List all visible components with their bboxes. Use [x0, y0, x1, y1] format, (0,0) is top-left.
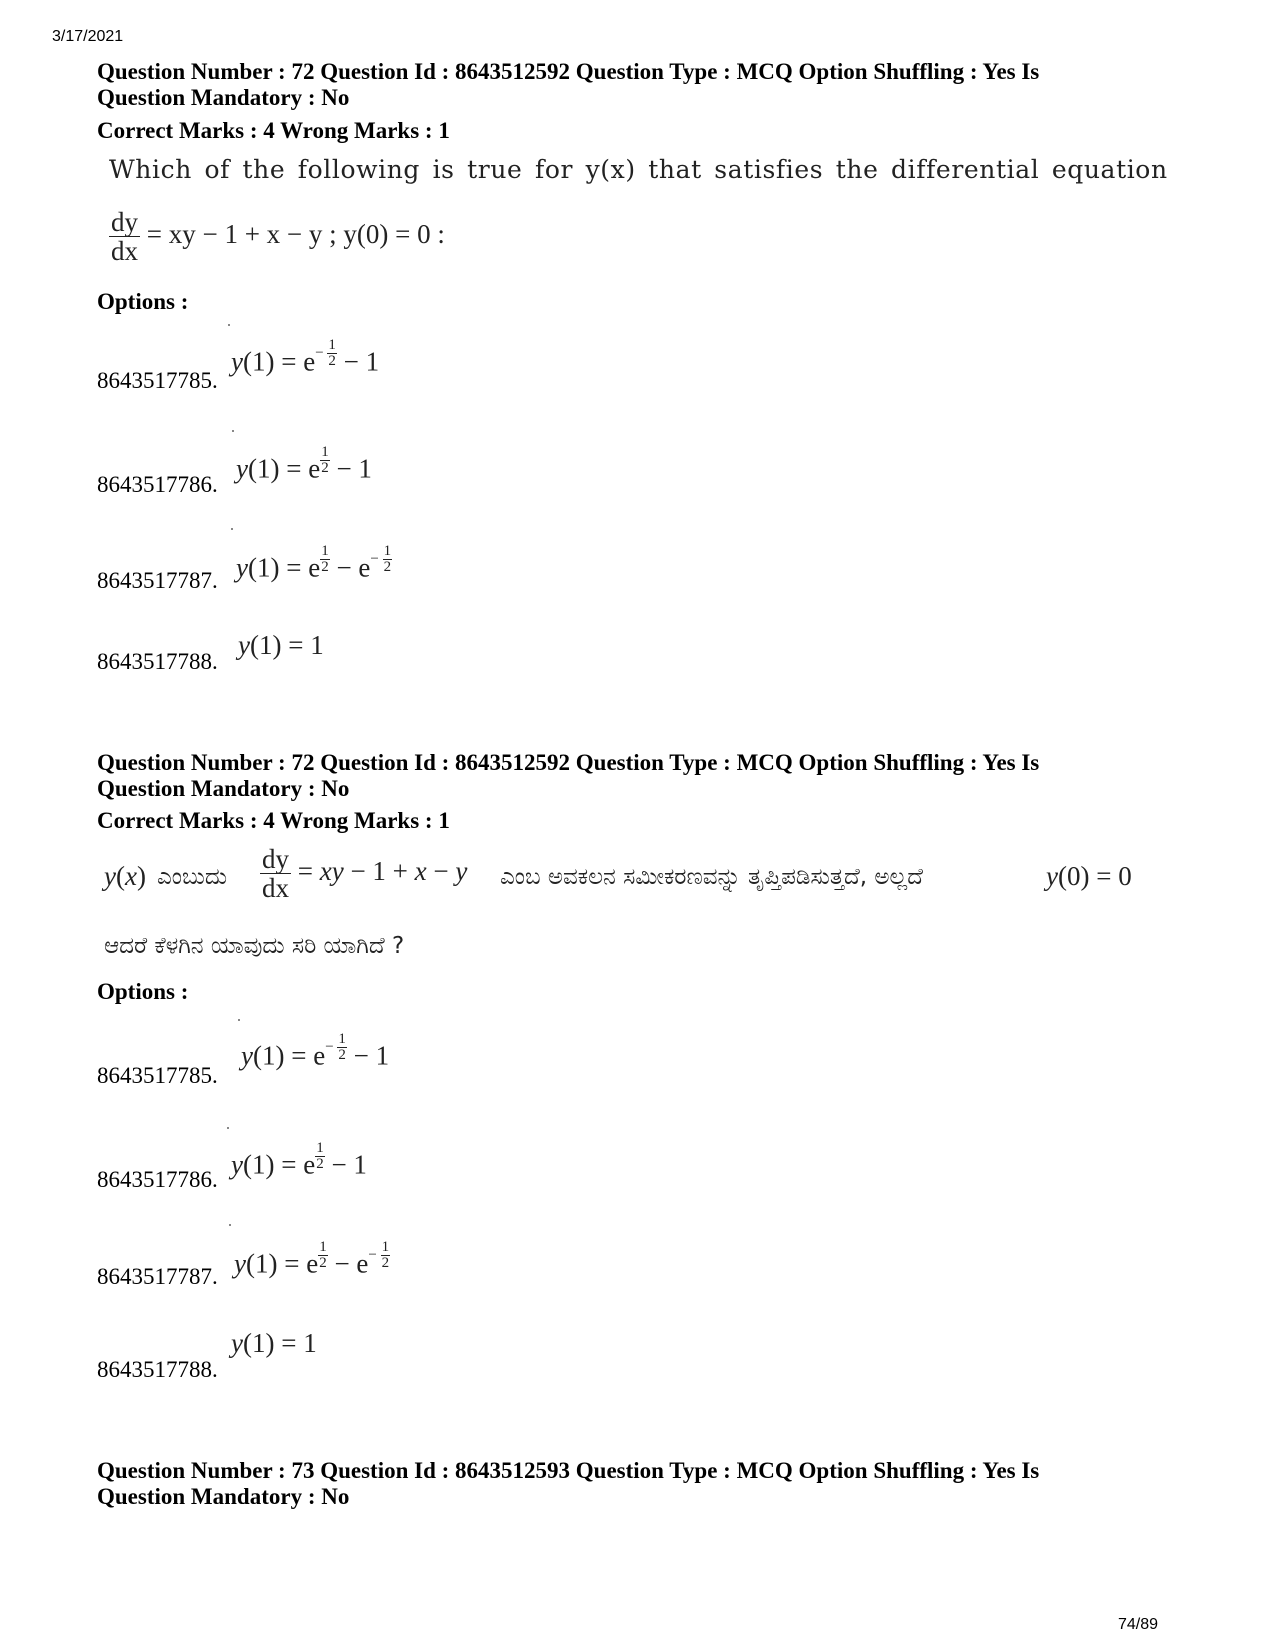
- option-formula: y(1) = e $\frac{1}{2}$ − e− $\frac{1}{2}$: [236, 543, 392, 583]
- question-header-line2: Question Mandatory : No: [97, 776, 350, 801]
- option-id[interactable]: 8643517786.: [97, 472, 218, 497]
- question-marks: Correct Marks : 4 Wrong Marks : 1: [97, 118, 450, 143]
- option-id[interactable]: 8643517785.: [97, 368, 218, 393]
- kannada-text: ಆದರೆ ಕೆಳಗಿನ ಯಾವುದು ಸರಿ ಯಾಗಿದೆ ?: [104, 933, 405, 959]
- question-header-line1: Question Number : 72 Question Id : 8643512592 Question Type : MCQ Option Shuffling : Yes Is: [97, 750, 1040, 775]
- question-header-line2: Question Mandatory : No: [97, 85, 350, 110]
- option-formula: y(1) = e− $\frac{1}{2}$ − 1: [241, 1031, 390, 1071]
- option-formula: y(1) = e− $\frac{1}{2}$ − 1: [231, 337, 380, 377]
- question-header-line1: Question Number : 73 Question Id : 8643512593 Question Type : MCQ Option Shuffling : Yes Is: [97, 1458, 1040, 1483]
- option-formula: y(1) = 1: [231, 1328, 317, 1358]
- options-label: Options :: [97, 289, 189, 314]
- dot-mark: [238, 1019, 240, 1021]
- dot-mark: [229, 1224, 231, 1226]
- option-id[interactable]: 8643517787.: [97, 568, 218, 593]
- page-number: 74/89: [1118, 1616, 1159, 1633]
- option-id[interactable]: 8643517788.: [97, 1357, 218, 1382]
- dot-mark: [231, 528, 233, 530]
- kannada-text: ಎಂಬುದು: [157, 864, 228, 890]
- dot-mark: [228, 324, 230, 326]
- option-id[interactable]: 8643517785.: [97, 1063, 218, 1088]
- option-id[interactable]: 8643517788.: [97, 649, 218, 674]
- kannada-text: ಎಂಬ ಅವಕಲನ ಸಮೀಕರಣವನ್ನು ತೃಪ್ತಿಪಡಿಸುತ್ತದೆ, ಅಲ್ಲದೆ: [500, 864, 923, 890]
- option-formula: y(1) = 1: [238, 630, 324, 660]
- initial-condition: y(0) = 0: [1046, 861, 1132, 891]
- question-header-line2: Question Mandatory : No: [97, 1484, 350, 1509]
- option-formula: y(1) = e $\frac{1}{2}$ − e− $\frac{1}{2}$: [234, 1239, 390, 1279]
- dot-mark: [227, 1127, 229, 1129]
- option-formula: y(1) = e $\frac{1}{2}$ − 1: [231, 1140, 367, 1180]
- options-label: Options :: [97, 979, 189, 1004]
- option-id[interactable]: 8643517787.: [97, 1264, 218, 1289]
- question-header-line1: Question Number : 72 Question Id : 8643512592 Question Type : MCQ Option Shuffling : Yes Is: [97, 59, 1040, 84]
- differential-equation: $\frac{dy}{dx}$ = xy − 1 + x − y ; y(0) = 0 :: [111, 207, 445, 267]
- option-formula: y(1) = e $\frac{1}{2}$ − 1: [236, 444, 372, 484]
- question-text: Which of the following is true for y(x) that satisfies the differential equation: [109, 155, 1168, 184]
- option-id[interactable]: 8643517786.: [97, 1167, 218, 1192]
- differential-equation: $\frac{dy}{dx}$ = xy − 1 + x − y: [262, 844, 468, 904]
- print-date: 3/17/2021: [52, 28, 124, 45]
- yx-symbol: y(x): [104, 861, 146, 891]
- dot-mark: [232, 430, 234, 432]
- question-marks: Correct Marks : 4 Wrong Marks : 1: [97, 808, 450, 833]
- equation-rhs: = xy − 1 + x − y ; y(0) = 0 :: [146, 219, 445, 250]
